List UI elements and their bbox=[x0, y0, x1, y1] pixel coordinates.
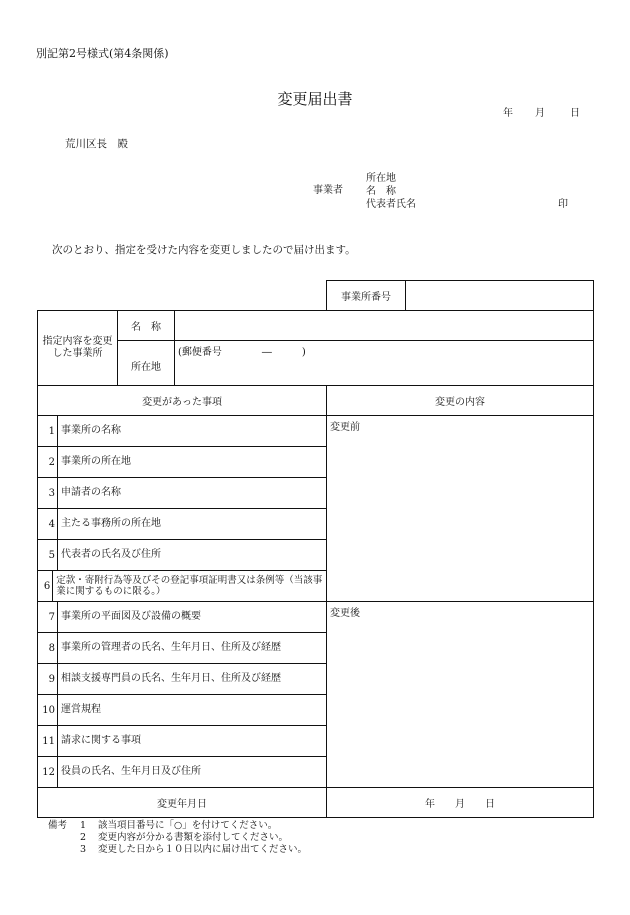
business-representative-label: 代表者氏名 bbox=[366, 199, 416, 210]
item-text: 運営規程 bbox=[61, 704, 101, 715]
business-label: 事業者 bbox=[313, 185, 343, 196]
item-number: 12 bbox=[38, 757, 58, 787]
item-number: 1 bbox=[38, 416, 58, 446]
office-number-label: 事業所番号 bbox=[327, 281, 406, 311]
note-number: 3 bbox=[80, 844, 87, 855]
item-text: 事業所の平面図及び設備の概要 bbox=[61, 611, 201, 622]
table-row[interactable] bbox=[38, 757, 327, 788]
change-form-table bbox=[37, 280, 594, 818]
item-number: 5 bbox=[38, 540, 58, 570]
item-text: 定款・寄附行為等及びその登記事項証明書又は条例等（当該事業に関するものに限る。） bbox=[56, 575, 323, 597]
item-number: 7 bbox=[38, 602, 58, 632]
table-row[interactable] bbox=[38, 509, 327, 540]
item-text: 事業所の名称 bbox=[61, 425, 121, 436]
table-row[interactable] bbox=[38, 540, 327, 571]
item-text: 代表者の氏名及び住所 bbox=[61, 549, 161, 560]
postal-code-hint: (郵便番号 ― ) bbox=[178, 347, 306, 358]
note-text: 変更した日から１０日以内に届け出てください。 bbox=[98, 844, 308, 855]
notes-label: 備考 bbox=[48, 820, 68, 831]
note-text: 該当項目番号に「○」を付けてください。 bbox=[98, 820, 278, 831]
business-name-label: 名 称 bbox=[366, 186, 396, 197]
change-date-field[interactable]: 年 月 日 bbox=[327, 788, 594, 818]
office-section-label: 指定内容を変更した事業所 bbox=[38, 311, 118, 386]
note-text: 変更内容が分かる書類を添付してください。 bbox=[98, 832, 289, 843]
form-number: 別記第2号様式(第4条関係) bbox=[36, 47, 169, 60]
item-number: 3 bbox=[38, 478, 58, 508]
item-number: 2 bbox=[38, 447, 58, 477]
table-row[interactable] bbox=[38, 602, 327, 633]
office-number-cells[interactable] bbox=[406, 281, 594, 311]
intro-text: 次のとおり、指定を受けた内容を変更しましたので届け出ます。 bbox=[52, 244, 356, 256]
after-change-label: 変更後 bbox=[330, 608, 361, 619]
change-date-label: 変更年月日 bbox=[38, 788, 327, 818]
item-text: 役員の氏名、生年月日及び住所 bbox=[61, 766, 201, 777]
note-number: 2 bbox=[80, 832, 87, 843]
item-number: 11 bbox=[38, 726, 58, 756]
item-text: 事業所の管理者の氏名、生年月日、住所及び経歴 bbox=[61, 642, 281, 653]
after-change-field[interactable] bbox=[327, 602, 594, 788]
item-text: 主たる事務所の所在地 bbox=[61, 518, 161, 529]
office-name-label: 名 称 bbox=[118, 311, 175, 341]
note-number: 1 bbox=[80, 820, 87, 831]
before-change-field[interactable] bbox=[327, 416, 594, 602]
table-row[interactable] bbox=[38, 633, 327, 664]
seal-mark: 印 bbox=[558, 199, 568, 210]
change-content-header: 変更の内容 bbox=[327, 386, 594, 416]
table-row[interactable] bbox=[38, 416, 327, 447]
item-number: 6 bbox=[38, 571, 53, 601]
date-year-label: 年 bbox=[503, 108, 513, 119]
business-address-label: 所在地 bbox=[366, 173, 396, 184]
item-number: 8 bbox=[38, 633, 58, 663]
item-text: 請求に関する事項 bbox=[61, 735, 141, 746]
before-change-label: 変更前 bbox=[330, 422, 361, 433]
document-title: 変更届出書 bbox=[277, 90, 353, 108]
notes bbox=[48, 820, 307, 856]
item-number: 9 bbox=[38, 664, 58, 694]
table-row[interactable] bbox=[38, 571, 327, 602]
item-text: 相談支援専門員の氏名、生年月日、住所及び経歴 bbox=[61, 673, 281, 684]
item-text: 申請者の名称 bbox=[61, 487, 121, 498]
table-row[interactable] bbox=[38, 726, 327, 757]
date-day-label: 日 bbox=[570, 108, 580, 119]
item-number: 4 bbox=[38, 509, 58, 539]
table-row[interactable] bbox=[38, 447, 327, 478]
table-row[interactable] bbox=[38, 478, 327, 509]
office-name-field[interactable] bbox=[175, 311, 594, 341]
table-row[interactable] bbox=[38, 664, 327, 695]
date-month-label: 月 bbox=[535, 108, 545, 119]
addressee: 荒川区長 殿 bbox=[65, 138, 128, 150]
change-items-header: 変更があった事項 bbox=[38, 386, 327, 416]
item-number: 10 bbox=[38, 695, 58, 725]
office-address-field[interactable] bbox=[175, 341, 594, 386]
item-text: 事業所の所在地 bbox=[61, 456, 131, 467]
table-row[interactable] bbox=[38, 695, 327, 726]
office-address-label: 所在地 bbox=[118, 341, 175, 386]
